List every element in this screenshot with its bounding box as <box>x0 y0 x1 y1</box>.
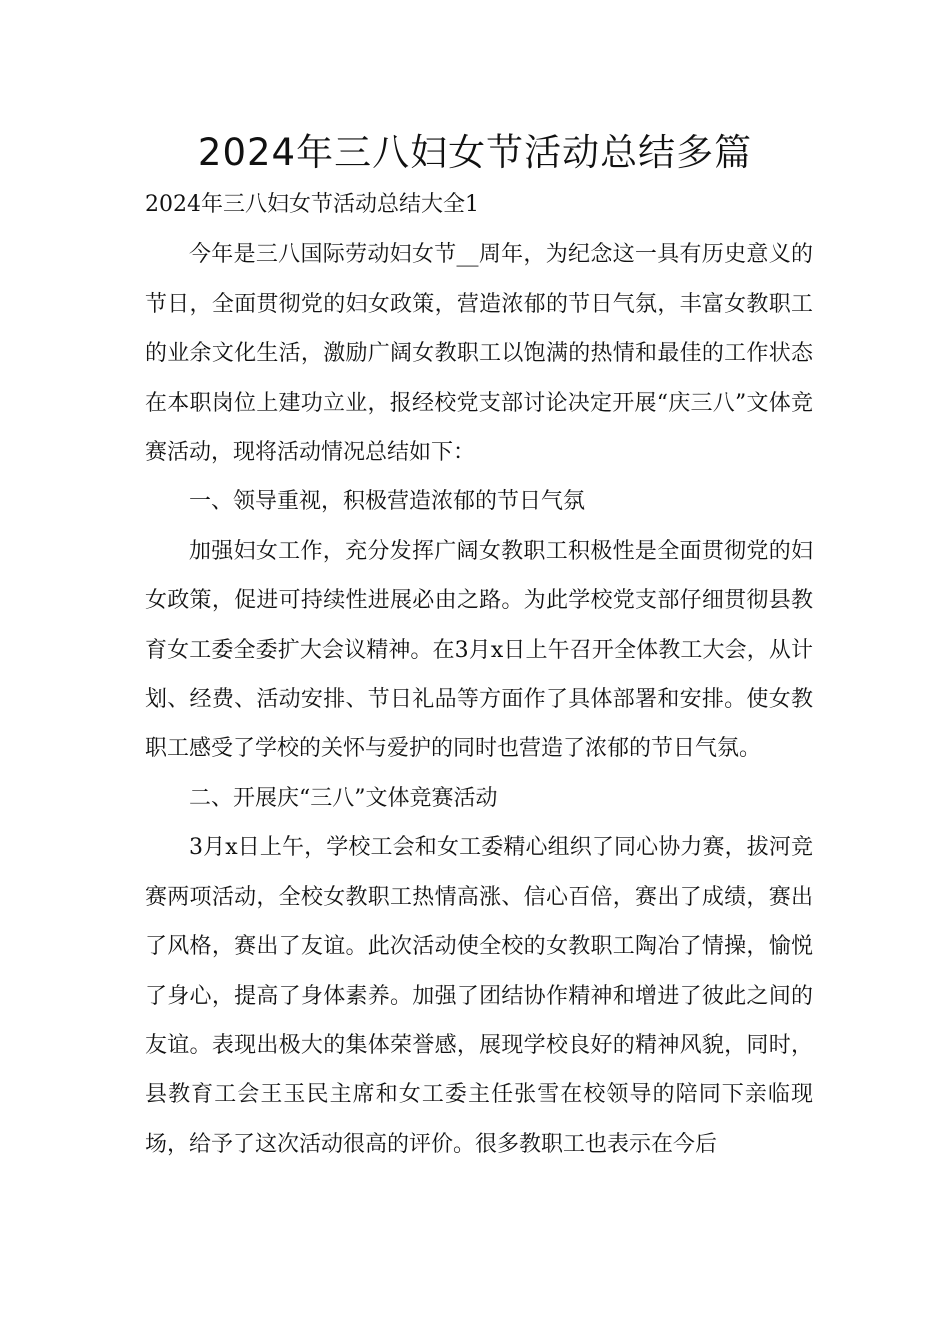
section-heading-1: 一、领导重视，积极营造浓郁的节日气氛 <box>189 489 586 515</box>
document-body <box>145 180 813 1169</box>
document-title: 2024年三八妇女节活动总结多篇 <box>197 131 753 174</box>
section-heading-2: 二、开展庆“三八”文体竞赛活动 <box>189 785 498 811</box>
paragraph-intro: 今年是三八国际劳动妇女节__周年，为纪念这一具有历史意义的节日，全面贯彻党的妇女政策，营造浓郁的节日气氛，丰富女教职工的业余文化生活，激励广阔女教职工以饱满的热情和最佳的工作状态在本职岗位上建功立业，报经校党支部讨论决定开展“庆三八”文体竞赛活动，现将活动情况总结如下： <box>145 242 813 466</box>
paragraph-activities: 3月x日上午，学校工会和女工委精心组织了同心协力赛，拔河竞赛两项活动，全校女教职工热情高涨、信心百倍，赛出了成绩，赛出了风格，赛出了友谊。此次活动使全校的女教职工陶冶了情操，愉悦了身心，提高了身体素养。加强了团结协作精神和增进了彼此之间的友谊。表现出极大的集体荣誉感，展现学校良好的精神风貌，同时，县教育工会王玉民主席和女工委主任张雪在校领导的陪同下亲临现场，给予了这次活动很高的评价。很多教职工也表示在今后 <box>145 835 813 1157</box>
paragraph-leadership: 加强妇女工作，充分发挥广阔女教职工积极性是全面贯彻党的妇女政策，促进可持续性进展必由之路。为此学校党支部仔细贯彻县教育女工委全委扩大会议精神。在3月x日上午召开全体教工大会，从计划、经费、活动安排、节日礼品等方面作了具体部署和安排。使女教职工感受了学校的关怀与爱护的同时也营造了浓郁的节日气氛。 <box>145 538 813 762</box>
section-subtitle: 2024年三八妇女节活动总结大全1 <box>145 192 479 217</box>
